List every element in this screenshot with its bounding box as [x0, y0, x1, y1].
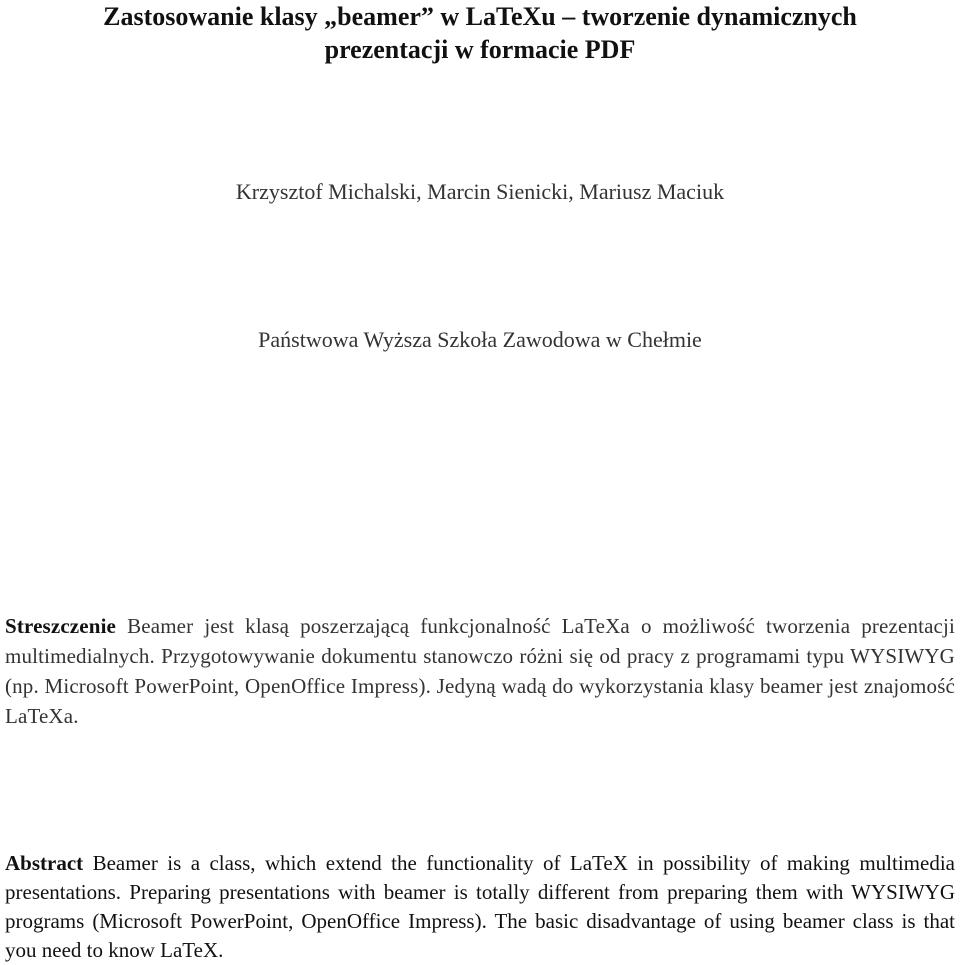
streszczenie-heading: Streszczenie [5, 614, 128, 638]
paper-title-line-2: prezentacji w formacie PDF [324, 35, 636, 64]
paper-title [0, 0, 960, 66]
affiliation: Państwowa Wyższa Szkoła Zawodowa w Chełmie [258, 327, 702, 352]
abstract-heading: Abstract [5, 851, 93, 875]
abstract-text: Beamer is a class, which extend the functionality of LaTeX in possibility of making multimedia presentations. Preparing presentations with beamer is totally different from preparing them with WYSIWYG programs (Microsoft PowerPoint, OpenOffice Impress). The basic disadvantage of using beamer class is that you need to know LaTeX. [5, 851, 955, 962]
abstract-paragraph [5, 849, 955, 965]
streszczenie-paragraph [5, 611, 955, 731]
streszczenie-text: Beamer jest klasą poszerzającą funkcjonalność LaTeXa o możliwość tworzenia prezentacji multimedialnych. Przygotowywanie dokumentu stanowczo różni się od pracy z programami typu WYSIWYG (np. Microsoft PowerPoint, OpenOffice Impress). Jedyną wadą do wykorzystania klasy beamer jest znajomość LaTeXa. [5, 614, 955, 728]
authors: Krzysztof Michalski, Marcin Sienicki, Mariusz Maciuk [235, 179, 725, 204]
paper-title-line-1: Zastosowanie klasy „beamer” w LaTeXu – tworzenie dynamicznych [103, 2, 857, 31]
